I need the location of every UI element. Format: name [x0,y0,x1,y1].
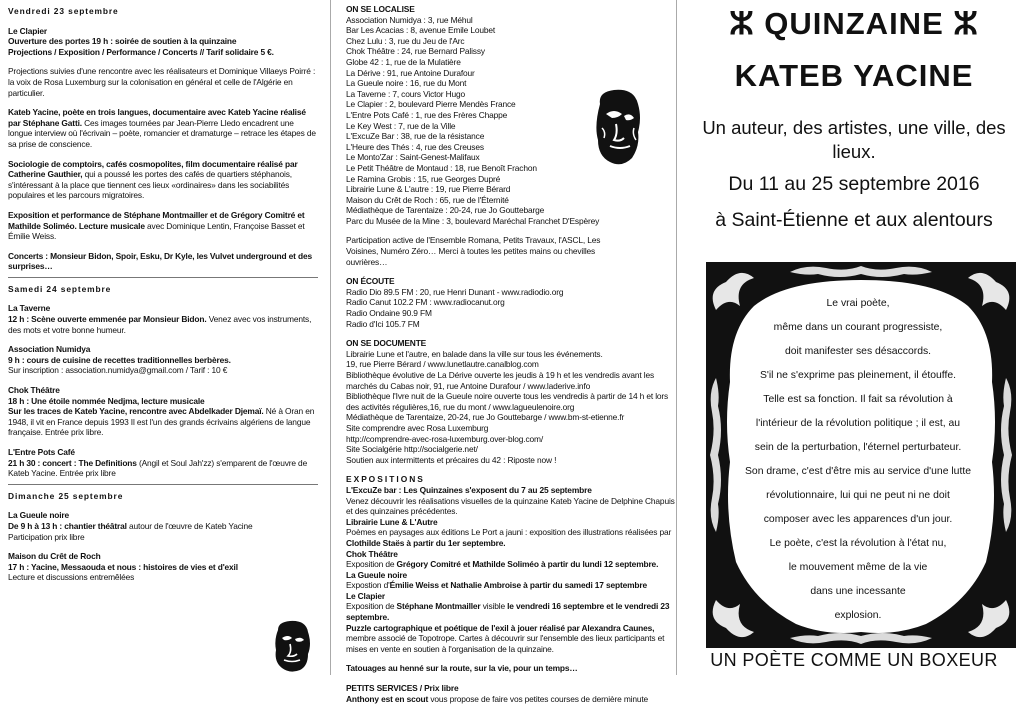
exhibition-title: Le Clapier [346,590,385,601]
event-block [8,210,318,242]
column-divider [676,0,677,675]
venue-name: La Taverne [8,303,51,314]
event-line: Projections / Exposition / Performance / Concerts // Tarif solidaire 5 €. [8,46,274,57]
event-title: Kateb Yacine, poète en trois langues, documentaire avec Kateb Yacine réalisé par Stéphane Gatti. [8,107,306,128]
quote-line: S'il ne s'exprime pas pleinement, il étouffe. [759,370,957,381]
event-title: 18 h : Une étoile nommée Nedjma, lecture musicale [8,395,205,406]
documentation-item: Librairie Lune et l'autre, en balade dans la ville sur tous les événements. [346,348,603,359]
day-heading: Samedi 24 septembre [8,283,112,294]
exhibition-description: Expostion d' [346,580,390,591]
documentation-item: Médiathèque de Tarentaize, 20-24, rue Jo Gouttebarge / www.bm-st-etienne.fr [346,412,625,423]
venue-item: La Gueule noire : 16, rue du Mont [346,78,467,89]
portrait-illustration [270,620,314,674]
quote-line: composer avec les apparences d'un jour. [763,514,953,525]
event-block [8,303,318,335]
venue-item: La Taverne : 7, cours Victor Hugo [346,88,466,99]
radio-item: Radio d'Ici 105.7 FM [346,318,420,329]
exhibition-artist: Émilie Weiss et Nathalie Ambroise à partir du samedi 17 septembre [389,580,647,591]
event-description: Né à Oran en 1948, il vit en France depuis 1993 Il est l'un des grands écrivains algériens de langue française. Entrée prix libre. [8,406,315,438]
day-heading: Vendredi 23 septembre [8,6,119,16]
event-title: Sur les traces de Kateb Yacine, rencontre avec Abdelkader Djemaï. [8,406,264,417]
event-description: Ces images tournées par Jean-Pierre Lledo encadrent une longue interview où l'écrivain – poète, romancier et dramaturge – retrace les étapes de sa prise de conscience. [8,117,316,149]
venue-item: Le Key West : 7, rue de la Ville [346,120,456,131]
venue-item: L'ExcuZe Bar : 38, rue de la résistance [346,131,485,142]
exhibition-title: Librairie Lune & L'Autre [346,516,438,527]
event-line: Ouverture des portes 19 h : soirée de soutien à la quinzaine [8,36,237,47]
section-heading: PETITS SERVICES / Prix libre [346,683,459,694]
documentation-item: Site Socialgérie http://socialgerie.net/ [346,444,478,455]
venue-item: Chez Lulu : 3, rue du Jeu de l'Arc [346,35,465,46]
documentation-item: Bibliothèque l'Ivre nuit de la Gueule noire ouverte tous les vendredis à partir de 14 h et lors des activités régulières,16, rue du mont / www.lagueulenoire.org [346,391,669,412]
exhibition-title: Chok Théâtre [346,548,398,559]
exhibition-description: Venez découvrir les réalisations visuelles de la quinzaine Kateb Yacine de Delphine Chapuis et des quinzaines précédentes. [346,495,675,517]
exhibition-block [346,623,676,655]
exhibition-artist: Clothilde Staës à partir du 1er septembre. [346,537,506,548]
event-title: 12 h : Scène ouverte emmenée par Monsieur Bidon. [8,314,207,325]
day-heading: Dimanche 25 septembre [8,490,124,501]
quote-line: doit manifester ses désaccords. [784,346,932,357]
venue-name: Maison du Crêt de Roch [8,551,101,562]
event-block [8,251,318,272]
services-title: Anthony est en scout [346,693,429,704]
venue-name: Chok Théâtre [8,385,60,396]
documentation-item: Bibliothèque évolutive de La Dérive ouverte les jeudis à 19 h et les vendredis avant les marchés du Cabas noir, 91, rue Antoine Durafour / www.laderive.info [346,370,655,391]
event-description: Sur inscription : association.numidya@gmail.com / Tarif : 10 € [8,365,228,376]
event-block [8,344,318,376]
event-block [8,107,318,149]
quote-line: Le vrai poète, [826,298,890,309]
venue-item: Bar Les Acacias : 8, avenue Emile Loubet [346,25,496,36]
quote-line: Son drame, c'est d'être mis au service d'une lutte [745,466,971,477]
venue-item: Le Petit Théâtre de Montaud : 18, rue Benoît Frachon [346,162,537,173]
event-description: qui a poussé les portes des cafés de quartiers stéphanois, s'intéressant à la place que tiennent ces lieux «ordinaires» dans les sociabilités populaires et les parcours migratoires. [8,169,292,201]
exhibition-block [346,527,676,548]
venue-item: Association Numidya : 3, rue Méhul [346,14,473,25]
quote-line: Le poète, c'est la révolution à l'état nu, [769,538,947,549]
exhibition-description: Poèmes en paysages aux éditions Le Port a jauni : exposition des illustrations réalisées par [346,527,672,538]
event-block [8,447,318,479]
event-block [8,159,318,201]
documentation-item: http://comprendre-avec-rosa-luxemburg.over-blog.com/ [346,433,544,444]
quote-text [727,292,989,628]
quote-line: explosion. [834,610,882,621]
event-text: Projections suivies d'une rencontre avec les réalisateurs et Dominique Villaeys Poirré : la voix de Rosa Luxemburg sur la colonisation en général et celle de l'Algérie en particulier. [8,66,316,98]
event-block [8,551,263,583]
exhibition-description: Exposition de [346,601,397,612]
venue-item: Le Monto'Zar : Saint-Genest-Malifaux [346,152,480,163]
radio-list [346,287,676,329]
exhibition-dates: le vendredi 16 septembre et le vendredi 23 septembre. [346,601,670,623]
festival-dates: Du 11 au 25 septembre 2016 [728,173,980,195]
event-title: Concerts : Monsieur Bidon, Spoir, Esku, Dr Kyle, les Vulvet underground et des surprises… [8,250,312,272]
exhibition-title: Puzzle cartographique et poétique de l'exil à jouer réalisé par Alexandra Caunes, [346,622,655,633]
radio-item: Radio Ondaine 90.9 FM [346,308,432,319]
event-block [8,26,318,58]
quote-line: révolutionnaire, lui qui ne peut ni ne doit [766,490,950,501]
quote-line: sein de la perturbation, l'éternel perturbateur. [754,442,962,453]
event-block [8,385,318,438]
venue-item: L'Heure des Thés : 4, rue des Creuses [346,141,484,152]
exhibition-block [346,559,676,570]
festival-location: à Saint-Étienne et aux alentours [715,209,993,231]
section-heading: ON SE LOCALISE [346,4,415,14]
event-title: 17 h : Yacine, Messaouda et nous : histoires de vies et d'exil [8,561,238,572]
quote-line: Telle est sa fonction. Il fait sa révolution à [763,394,953,405]
quote-line: dans une incessante [810,586,906,597]
event-description: autour de l'œuvre de Kateb Yacine [126,520,253,531]
event-description: Participation prix libre [8,531,85,542]
section-heading: E X P O S I T I O N S [346,474,423,485]
documentation-item: Site comprendre avec Rosa Luxemburg [346,422,489,433]
programme-column [8,4,318,592]
exhibition-description: membre associé de Topotrope. Cartes à découvrir sur l'ensemble des lieux participants et mises en vente en soutien à l'organisation de la quinzaine. [346,633,665,654]
venue-item: Le Clapier : 2, boulevard Pierre Mendès France [346,99,516,110]
exhibition-title: L'ExcuZe bar : Les Quinzaines s'exposent du 7 au 25 septembre [346,484,592,495]
venue-name: Association Numidya [8,344,91,355]
venue-item: La Dérive : 91, rue Antoine Durafour [346,67,475,78]
poster-title: ⵣ QUINZAINE ⵣ [729,6,979,41]
documentation-item: 19, rue Pierre Bérard / www.lunetlautre.canalblog.com [346,359,539,370]
section-heading: ON SE DOCUMENTE [346,338,427,349]
quote-line: même dans un courant progressiste, [773,322,943,333]
quote-line: l'intérieur de la révolution politique ; il est, au [755,418,961,429]
event-description: Venez avec vos instruments, des mots et votre bonne humeur. [8,314,312,335]
tagline: Un auteur, des artistes, une ville, des lieux. [702,117,1006,162]
services-block [346,694,676,704]
radio-item: Radio Dio 89.5 FM : 20, rue Henri Dunant - www.radiodio.org [346,286,564,297]
services-description: vous propose de faire vos petites courses de dernière minute [428,693,649,704]
exhibition-artist: Grégory Comitré et Mathilde Soliméo à partir du lundi 12 septembre. [396,559,659,570]
event-title: Sociologie de comptoirs, cafés cosmopolites, film documentaire réalisé par Catherine Gauthier, [8,158,298,180]
exhibition-artist: Stéphane Montmailler [396,601,481,612]
portrait-illustration [588,88,646,168]
radio-item: Radio Canut 102.2 FM : www.radiocanut.org [346,297,505,308]
venue-item: Maison du Crêt de Roch : 65, rue de l'Éternité [346,194,509,205]
participation-text: Participation active de l'Ensemble Romana, Petits Travaux, l'ASCL, Les Voisines, Numéro Zéro… Merci à toutes les petites mains ou chevilles ouvrières… [346,235,601,267]
event-description: (Angil et Soul Jah'zz) s'emparent de l'œuvre de Kateb Yacine. Entrée prix libre [8,457,308,479]
venue-item: L'Entre Pots Café : 1, rue des Frères Chappe [346,109,508,120]
event-title: 9 h : cours de cuisine de recettes traditionnelles berbères. [8,354,231,365]
event-block [8,510,318,542]
poster-title: KATEB YACINE [734,58,974,93]
venue-item: Médiathèque de Tarentaize : 20-24, rue Jo Gouttebarge [346,205,545,216]
poster-slogan: UN POÈTE COMME UN BOXEUR [710,650,998,670]
divider [8,277,318,278]
exhibition-title: La Gueule noire [346,569,408,580]
event-description: Lecture et discussions entremêlées [8,572,135,583]
quote-line: le mouvement même de la vie [788,562,928,573]
venue-item: Chok Théâtre : 24, rue Bernard Palissy [346,46,485,57]
venue-name: L'Entre Pots Café [8,447,75,457]
exhibition-block [346,601,676,622]
documentation-list [346,349,676,466]
column-divider [330,0,331,675]
event-title: De 9 h à 13 h : chantier théâtral [8,520,127,531]
event-title: 21 h 30 : concert : The Definitions [8,457,137,468]
exhibition-description: visible [480,601,508,612]
venue-item: Librairie Lune & L'autre : 19, rue Pierre Bérard [346,184,511,195]
venue-name: Le Clapier [8,25,47,36]
divider [8,484,318,485]
exhibition-block [346,580,676,591]
event-title: Exposition et performance de Stéphane Montmailler et de Grégory Comitré et Mathilde Soliméo. Lecture musicale [8,209,305,231]
venue-item: Parc du Musée de la Mine : 3, boulevard Maréchal Franchet D'Espèrey [346,215,600,226]
tattoo-line: Tatouages au henné sur la route, sur la vie, pour un temps… [346,663,578,674]
documentation-item: Soutien aux intermittents et précaires du 42 : Riposte now ! [346,454,557,465]
venue-name: La Gueule noire [8,510,70,521]
exhibition-block [346,485,676,496]
section-heading: ON ÉCOUTE [346,276,395,287]
venue-item: Le Ramina Grobis : 15, rue Georges Dupré [346,173,501,184]
event-description: avec Dominique Lentin, Françoise Basset et Émilie Weiss. [8,220,305,242]
exhibition-description: Exposition de [346,559,397,570]
venue-item: Globe 42 : 1, rue de la Mulatière [346,56,461,67]
